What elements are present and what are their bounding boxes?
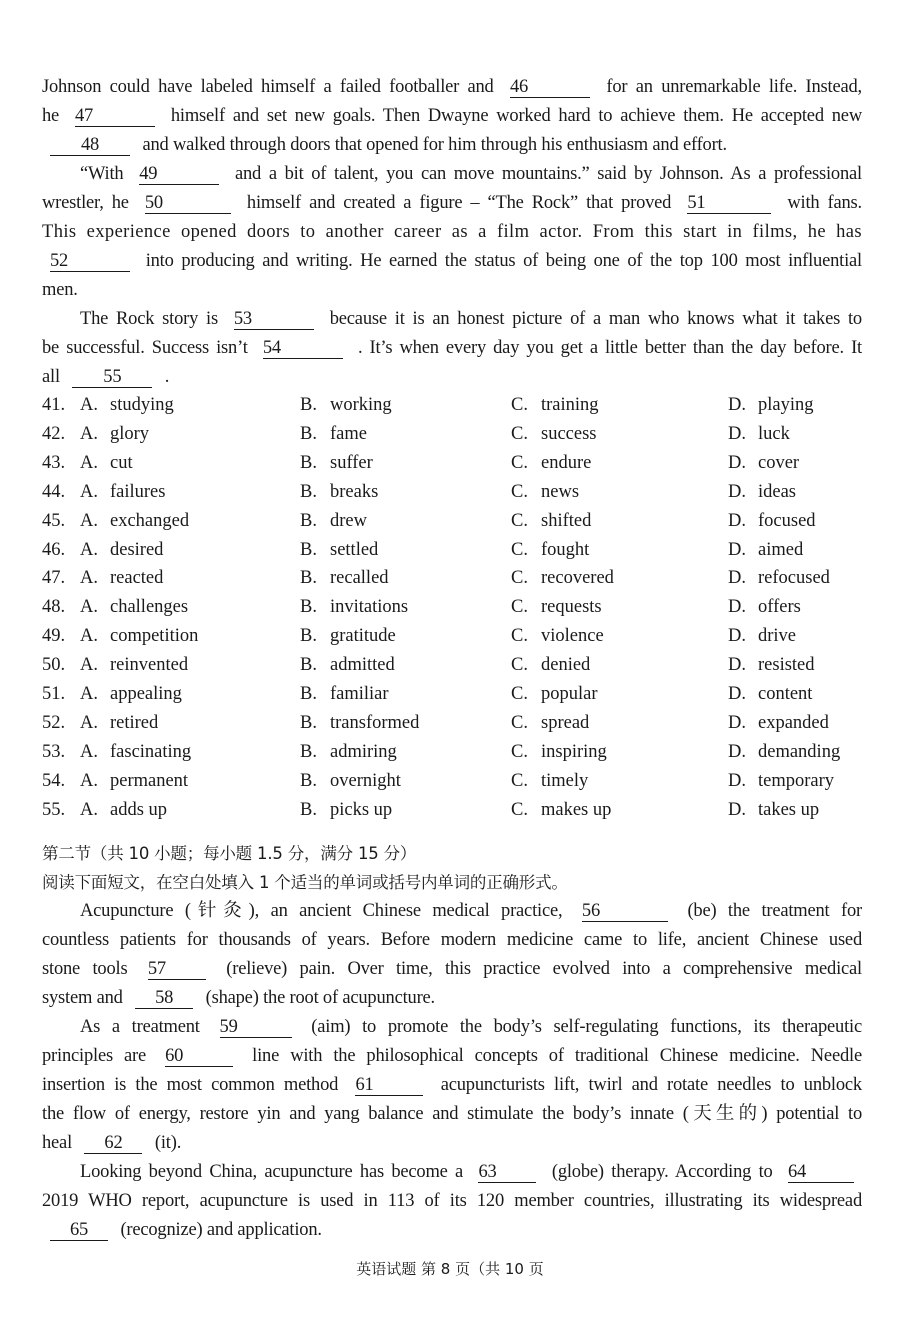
- option-c[interactable]: [511, 593, 602, 622]
- option-a[interactable]: [80, 391, 174, 420]
- passage-line: [42, 1216, 862, 1245]
- passage-text: 2019 WHO report, acupuncture is used in 113 of its 120 member countries, illustrating its widespread: [42, 1191, 862, 1211]
- option-text: adds up: [110, 799, 168, 820]
- passage-line: [80, 1013, 862, 1042]
- option-letter: A.: [80, 597, 98, 618]
- passage-text: with fans.: [787, 193, 862, 213]
- question-number: 42.: [42, 423, 66, 444]
- option-text: suffer: [330, 452, 373, 473]
- option-text: transformed: [330, 712, 420, 733]
- option-c[interactable]: [511, 420, 596, 449]
- option-letter: B.: [300, 655, 317, 676]
- passage-text: “With: [80, 164, 124, 184]
- option-letter: A.: [80, 712, 98, 733]
- option-letter: A.: [80, 510, 98, 531]
- option-letter: C.: [511, 539, 528, 560]
- answer-blank-61[interactable]: 61: [355, 1075, 423, 1096]
- question-row: [42, 680, 862, 709]
- option-letter: D.: [728, 568, 746, 589]
- passage-line: [80, 160, 862, 189]
- option-letter: D.: [728, 423, 746, 444]
- passage-text: acupuncturists lift, twirl and rotate needles to unblock: [440, 1075, 862, 1095]
- passage-text: stone tools: [42, 959, 128, 979]
- option-b[interactable]: [300, 449, 373, 478]
- option-text: makes up: [541, 799, 612, 820]
- option-letter: A.: [80, 423, 98, 444]
- option-text: fame: [330, 423, 367, 444]
- option-d[interactable]: [728, 767, 834, 796]
- passage-line: [42, 1187, 862, 1216]
- question-number: 41.: [42, 395, 66, 415]
- option-letter: C.: [511, 597, 528, 618]
- option-c[interactable]: [511, 391, 599, 420]
- answer-blank-55[interactable]: 55: [72, 367, 152, 388]
- option-text: glory: [110, 423, 150, 444]
- passage-line: [42, 102, 862, 131]
- option-text: success: [541, 423, 597, 444]
- option-d[interactable]: [728, 796, 819, 825]
- option-text: cover: [758, 452, 800, 473]
- option-b[interactable]: [300, 564, 389, 593]
- option-text: endure: [541, 452, 592, 473]
- option-d[interactable]: [728, 536, 803, 565]
- option-letter: A.: [80, 481, 98, 502]
- question-number: 51.: [42, 684, 66, 704]
- question-row: [42, 593, 862, 622]
- option-letter: C.: [511, 770, 528, 791]
- option-b[interactable]: [300, 709, 419, 738]
- passage-text: because it is an honest picture of a man who knows what it takes to: [329, 309, 862, 329]
- passage-text: countless patients for thousands of years. Before modern medicine came to life, ancient Chinese used: [42, 930, 862, 950]
- passage-text: .: [164, 367, 170, 387]
- option-a[interactable]: [80, 449, 133, 478]
- option-d[interactable]: [728, 449, 799, 478]
- option-a[interactable]: [80, 738, 191, 767]
- option-b[interactable]: [300, 507, 367, 536]
- passage-text: (aim) to promote the body’s self-regulating functions, its therapeutic: [311, 1017, 862, 1037]
- option-b[interactable]: [300, 622, 396, 651]
- option-b[interactable]: [300, 738, 397, 767]
- passage-line: [42, 1129, 862, 1158]
- passage-text: all: [42, 367, 60, 387]
- question-row: [42, 507, 862, 536]
- option-text: reinvented: [110, 655, 189, 676]
- answer-blank-64[interactable]: 64: [788, 1162, 854, 1183]
- option-letter: C.: [511, 568, 528, 589]
- option-d[interactable]: [728, 680, 812, 709]
- option-b[interactable]: [300, 391, 392, 420]
- question-row: [42, 709, 862, 738]
- option-letter: B.: [300, 539, 317, 560]
- option-c[interactable]: [511, 564, 614, 593]
- option-d[interactable]: [728, 593, 801, 622]
- option-d[interactable]: [728, 709, 829, 738]
- option-text: aimed: [758, 539, 804, 560]
- passage-line: [80, 897, 862, 926]
- question-number: 45.: [42, 510, 66, 531]
- passage-text: (globe) therapy. According to: [551, 1162, 773, 1182]
- option-letter: B.: [300, 770, 317, 791]
- passage-text: be successful. Success isn’t: [42, 338, 248, 358]
- passage-text: As a treatment: [80, 1017, 200, 1037]
- answer-blank-50[interactable]: 50: [145, 193, 231, 214]
- question-row: [42, 796, 862, 825]
- option-letter: C.: [511, 684, 528, 704]
- answer-blank-60[interactable]: 60: [165, 1046, 233, 1067]
- passage-line: [42, 955, 862, 984]
- option-letter: A.: [80, 452, 98, 473]
- passage-line: [42, 1071, 862, 1100]
- option-letter: A.: [80, 799, 98, 820]
- option-letter: A.: [80, 626, 98, 647]
- answer-blank-58[interactable]: 58: [135, 988, 193, 1009]
- option-letter: A.: [80, 395, 98, 415]
- passage-line: [42, 276, 862, 305]
- passage-text: he: [42, 106, 60, 126]
- option-text: resisted: [758, 655, 815, 676]
- option-c[interactable]: [511, 738, 607, 767]
- option-letter: B.: [300, 452, 317, 473]
- option-text: spread: [541, 712, 590, 733]
- question-number: 53.: [42, 741, 66, 762]
- option-text: focused: [758, 510, 816, 531]
- passage-text: Looking beyond China, acupuncture has become a: [80, 1162, 464, 1182]
- answer-blank-59[interactable]: 59: [220, 1017, 292, 1038]
- answer-blank-54[interactable]: 54: [263, 338, 343, 359]
- passage-text: . It’s when every day you get a little better than the day before. It: [357, 338, 862, 358]
- question-number: 49.: [42, 626, 66, 647]
- answer-blank-57[interactable]: 57: [148, 959, 206, 980]
- option-text: breaks: [330, 481, 379, 502]
- option-letter: D.: [728, 770, 746, 791]
- option-letter: C.: [511, 655, 528, 676]
- option-letter: A.: [80, 568, 98, 589]
- option-text: competition: [110, 626, 199, 647]
- option-d[interactable]: [728, 622, 796, 651]
- option-text: recovered: [541, 568, 614, 589]
- option-text: retired: [110, 712, 159, 733]
- answer-blank-46[interactable]: 46: [510, 77, 590, 98]
- option-text: gratitude: [330, 626, 396, 647]
- option-text: invitations: [330, 597, 409, 618]
- passage-text: into producing and writing. He earned the status of being one of the top 100 most influential: [145, 251, 862, 271]
- option-letter: B.: [300, 481, 317, 502]
- answer-blank-51[interactable]: 51: [687, 193, 771, 214]
- option-text: content: [758, 684, 813, 704]
- option-letter: A.: [80, 539, 98, 560]
- passage-text: system and: [42, 988, 123, 1008]
- option-a[interactable]: [80, 709, 158, 738]
- option-c[interactable]: [511, 651, 590, 680]
- option-d[interactable]: [728, 478, 796, 507]
- option-letter: A.: [80, 770, 98, 791]
- answer-blank-47[interactable]: 47: [75, 106, 155, 127]
- passage-text: (be) the treatment for: [687, 901, 862, 921]
- option-d[interactable]: [728, 738, 840, 767]
- option-text: training: [541, 395, 599, 415]
- answer-blank-48[interactable]: 48: [50, 135, 130, 156]
- option-text: familiar: [330, 684, 389, 704]
- option-letter: A.: [80, 684, 98, 704]
- passage-line: [42, 73, 862, 102]
- option-text: challenges: [110, 597, 189, 618]
- option-letter: A.: [80, 741, 98, 762]
- passage-line: [42, 247, 862, 276]
- passage-line: [80, 305, 862, 334]
- question-number: 43.: [42, 452, 66, 473]
- answer-blank-56[interactable]: 56: [582, 901, 668, 922]
- option-text: demanding: [758, 741, 841, 762]
- question-number: 52.: [42, 712, 66, 733]
- option-letter: C.: [511, 712, 528, 733]
- option-c[interactable]: [511, 680, 598, 709]
- option-text: overnight: [330, 770, 401, 791]
- option-b[interactable]: [300, 478, 378, 507]
- option-text: admiring: [330, 741, 397, 762]
- question-row: [42, 738, 862, 767]
- option-b[interactable]: [300, 680, 389, 709]
- option-text: refocused: [758, 568, 830, 589]
- option-text: luck: [758, 423, 790, 444]
- passage-text: and walked through doors that opened for him through his enthusiasm and effort.: [142, 135, 727, 155]
- option-c[interactable]: [511, 507, 591, 536]
- option-text: settled: [330, 539, 379, 560]
- option-c[interactable]: [511, 536, 589, 565]
- passage-line: [42, 189, 862, 218]
- question-row: [42, 651, 862, 680]
- option-letter: D.: [728, 539, 746, 560]
- section-heading: 第二节（共 10 小题；每小题 1.5 分，满分 15 分）: [42, 844, 417, 863]
- option-c[interactable]: [511, 709, 589, 738]
- option-text: expanded: [758, 712, 829, 733]
- option-a[interactable]: [80, 680, 182, 709]
- option-letter: D.: [728, 741, 746, 762]
- question-row: [42, 622, 862, 651]
- option-c[interactable]: [511, 767, 588, 796]
- option-text: ideas: [758, 481, 797, 502]
- passage-text: for an unremarkable life. Instead,: [606, 77, 862, 97]
- passage-line: [42, 1042, 862, 1071]
- question-number: 55.: [42, 799, 66, 820]
- passage-text: Johnson could have labeled himself a failed footballer and: [42, 77, 494, 97]
- option-letter: B.: [300, 799, 317, 820]
- passage-text: (relieve) pain. Over time, this practice evolved into a comprehensive medical: [226, 959, 862, 979]
- question-row: [42, 767, 862, 796]
- option-text: cut: [110, 452, 133, 473]
- answer-blank-52[interactable]: 52: [50, 251, 130, 272]
- option-letter: D.: [728, 712, 746, 733]
- question-number: 47.: [42, 568, 66, 589]
- question-row: [42, 449, 862, 478]
- option-a[interactable]: [80, 507, 189, 536]
- option-letter: B.: [300, 597, 317, 618]
- question-number: 54.: [42, 770, 66, 791]
- answer-blank-49[interactable]: 49: [139, 164, 219, 185]
- passage-text: the flow of energy, restore yin and yang balance and stimulate the body’s innate (天生的) potential to: [42, 1104, 862, 1124]
- passage-text: himself and set new goals. Then Dwayne worked hard to achieve them. He accepted new: [170, 106, 862, 126]
- option-b[interactable]: [300, 536, 378, 565]
- question-row: [42, 391, 862, 420]
- option-text: drive: [758, 626, 797, 647]
- answer-blank-63[interactable]: 63: [478, 1162, 536, 1183]
- option-b[interactable]: [300, 796, 392, 825]
- option-text: fascinating: [110, 741, 192, 762]
- answer-blank-62[interactable]: 62: [84, 1133, 142, 1154]
- option-text: recalled: [330, 568, 389, 589]
- option-text: exchanged: [110, 510, 190, 531]
- option-letter: B.: [300, 712, 317, 733]
- option-a[interactable]: [80, 767, 188, 796]
- option-a[interactable]: [80, 478, 165, 507]
- option-text: denied: [541, 655, 591, 676]
- option-text: failures: [110, 481, 166, 502]
- section-instruction: 阅读下面短文，在空白处填入 1 个适当的单词或括号内单词的正确形式。: [42, 873, 568, 892]
- option-letter: B.: [300, 423, 317, 444]
- option-c[interactable]: [511, 449, 591, 478]
- option-a[interactable]: [80, 651, 188, 680]
- option-letter: D.: [728, 655, 746, 676]
- option-letter: D.: [728, 597, 746, 618]
- option-letter: C.: [511, 452, 528, 473]
- option-text: appealing: [110, 684, 182, 704]
- passage-line: [80, 1158, 862, 1187]
- passage-text: himself and created a figure – “The Rock” that proved: [246, 193, 672, 213]
- question-number: 48.: [42, 597, 66, 618]
- option-text: popular: [541, 684, 598, 704]
- passage-text: heal: [42, 1133, 73, 1153]
- option-letter: C.: [511, 423, 528, 444]
- passage-text: (it).: [154, 1133, 182, 1153]
- option-text: working: [330, 395, 392, 415]
- option-b[interactable]: [300, 593, 408, 622]
- option-letter: D.: [728, 510, 746, 531]
- passage-text: This experience opened doors to another career as a film actor. From this start in films, he has: [42, 222, 862, 242]
- passage-text: (recognize) and application.: [120, 1220, 322, 1240]
- passage-line: [42, 984, 862, 1013]
- question-row: [42, 536, 862, 565]
- option-letter: A.: [80, 655, 98, 676]
- passage-text: principles are: [42, 1046, 147, 1066]
- answer-blank-65[interactable]: 65: [50, 1220, 108, 1241]
- option-text: takes up: [758, 799, 820, 820]
- answer-blank-53[interactable]: 53: [234, 309, 314, 330]
- passage-line: [42, 1100, 862, 1129]
- passage-line: [42, 334, 862, 363]
- option-text: offers: [758, 597, 801, 618]
- passage-text: The Rock story is: [80, 309, 218, 329]
- passage-text: men.: [42, 280, 78, 300]
- passage-line: [42, 363, 862, 392]
- question-number: 50.: [42, 655, 66, 676]
- option-letter: B.: [300, 626, 317, 647]
- option-letter: C.: [511, 481, 528, 502]
- question-row: [42, 564, 862, 593]
- option-text: shifted: [541, 510, 592, 531]
- option-text: requests: [541, 597, 602, 618]
- question-row: [42, 478, 862, 507]
- option-letter: D.: [728, 626, 746, 647]
- option-text: news: [541, 481, 580, 502]
- option-text: permanent: [110, 770, 189, 791]
- option-letter: C.: [511, 799, 528, 820]
- option-text: inspiring: [541, 741, 607, 762]
- option-c[interactable]: [511, 622, 604, 651]
- passage-line: [42, 131, 862, 160]
- option-a[interactable]: [80, 622, 198, 651]
- option-letter: B.: [300, 510, 317, 531]
- passage-text: (shape) the root of acupuncture.: [205, 988, 435, 1008]
- option-d[interactable]: [728, 507, 816, 536]
- option-text: studying: [110, 395, 174, 415]
- option-letter: B.: [300, 741, 317, 762]
- option-text: fought: [541, 539, 590, 560]
- option-c[interactable]: [511, 478, 579, 507]
- passage-text: line with the philosophical concepts of traditional Chinese medicine. Needle: [252, 1046, 862, 1066]
- option-a[interactable]: [80, 536, 163, 565]
- option-letter: D.: [728, 799, 746, 820]
- option-a[interactable]: [80, 796, 167, 825]
- passage-text: insertion is the most common method: [42, 1075, 339, 1095]
- option-letter: D.: [728, 481, 746, 502]
- option-b[interactable]: [300, 420, 367, 449]
- passage-line: [42, 218, 862, 247]
- option-text: playing: [758, 395, 814, 415]
- option-c[interactable]: [511, 796, 611, 825]
- option-d[interactable]: [728, 391, 814, 420]
- option-letter: B.: [300, 568, 317, 589]
- option-a[interactable]: [80, 564, 163, 593]
- option-letter: C.: [511, 626, 528, 647]
- option-text: picks up: [330, 799, 393, 820]
- option-a[interactable]: [80, 593, 188, 622]
- option-d[interactable]: [728, 564, 830, 593]
- option-letter: B.: [300, 395, 317, 415]
- option-letter: D.: [728, 684, 746, 704]
- option-a[interactable]: [80, 420, 149, 449]
- option-d[interactable]: [728, 420, 790, 449]
- question-row: [42, 420, 862, 449]
- option-text: violence: [541, 626, 604, 647]
- passage-text: wrestler, he: [42, 193, 129, 213]
- page-footer: 英语试题 第 8 页（共 10 页: [356, 1260, 544, 1278]
- question-number: 44.: [42, 481, 66, 502]
- option-text: admitted: [330, 655, 395, 676]
- option-letter: C.: [511, 510, 528, 531]
- option-text: timely: [541, 770, 589, 791]
- passage-text: Acupuncture (针灸), an ancient Chinese medical practice,: [80, 901, 563, 921]
- option-letter: D.: [728, 452, 746, 473]
- option-letter: C.: [511, 395, 528, 415]
- option-d[interactable]: [728, 651, 815, 680]
- option-text: desired: [110, 539, 164, 560]
- option-b[interactable]: [300, 651, 395, 680]
- passage-text: and a bit of talent, you can move mountains.” said by Johnson. As a professional: [234, 164, 862, 184]
- option-text: reacted: [110, 568, 164, 589]
- option-b[interactable]: [300, 767, 401, 796]
- option-letter: B.: [300, 684, 317, 704]
- option-letter: C.: [511, 741, 528, 762]
- option-text: temporary: [758, 770, 835, 791]
- option-text: drew: [330, 510, 367, 531]
- question-number: 46.: [42, 539, 66, 560]
- option-letter: D.: [728, 395, 746, 415]
- passage-line: [42, 926, 862, 955]
